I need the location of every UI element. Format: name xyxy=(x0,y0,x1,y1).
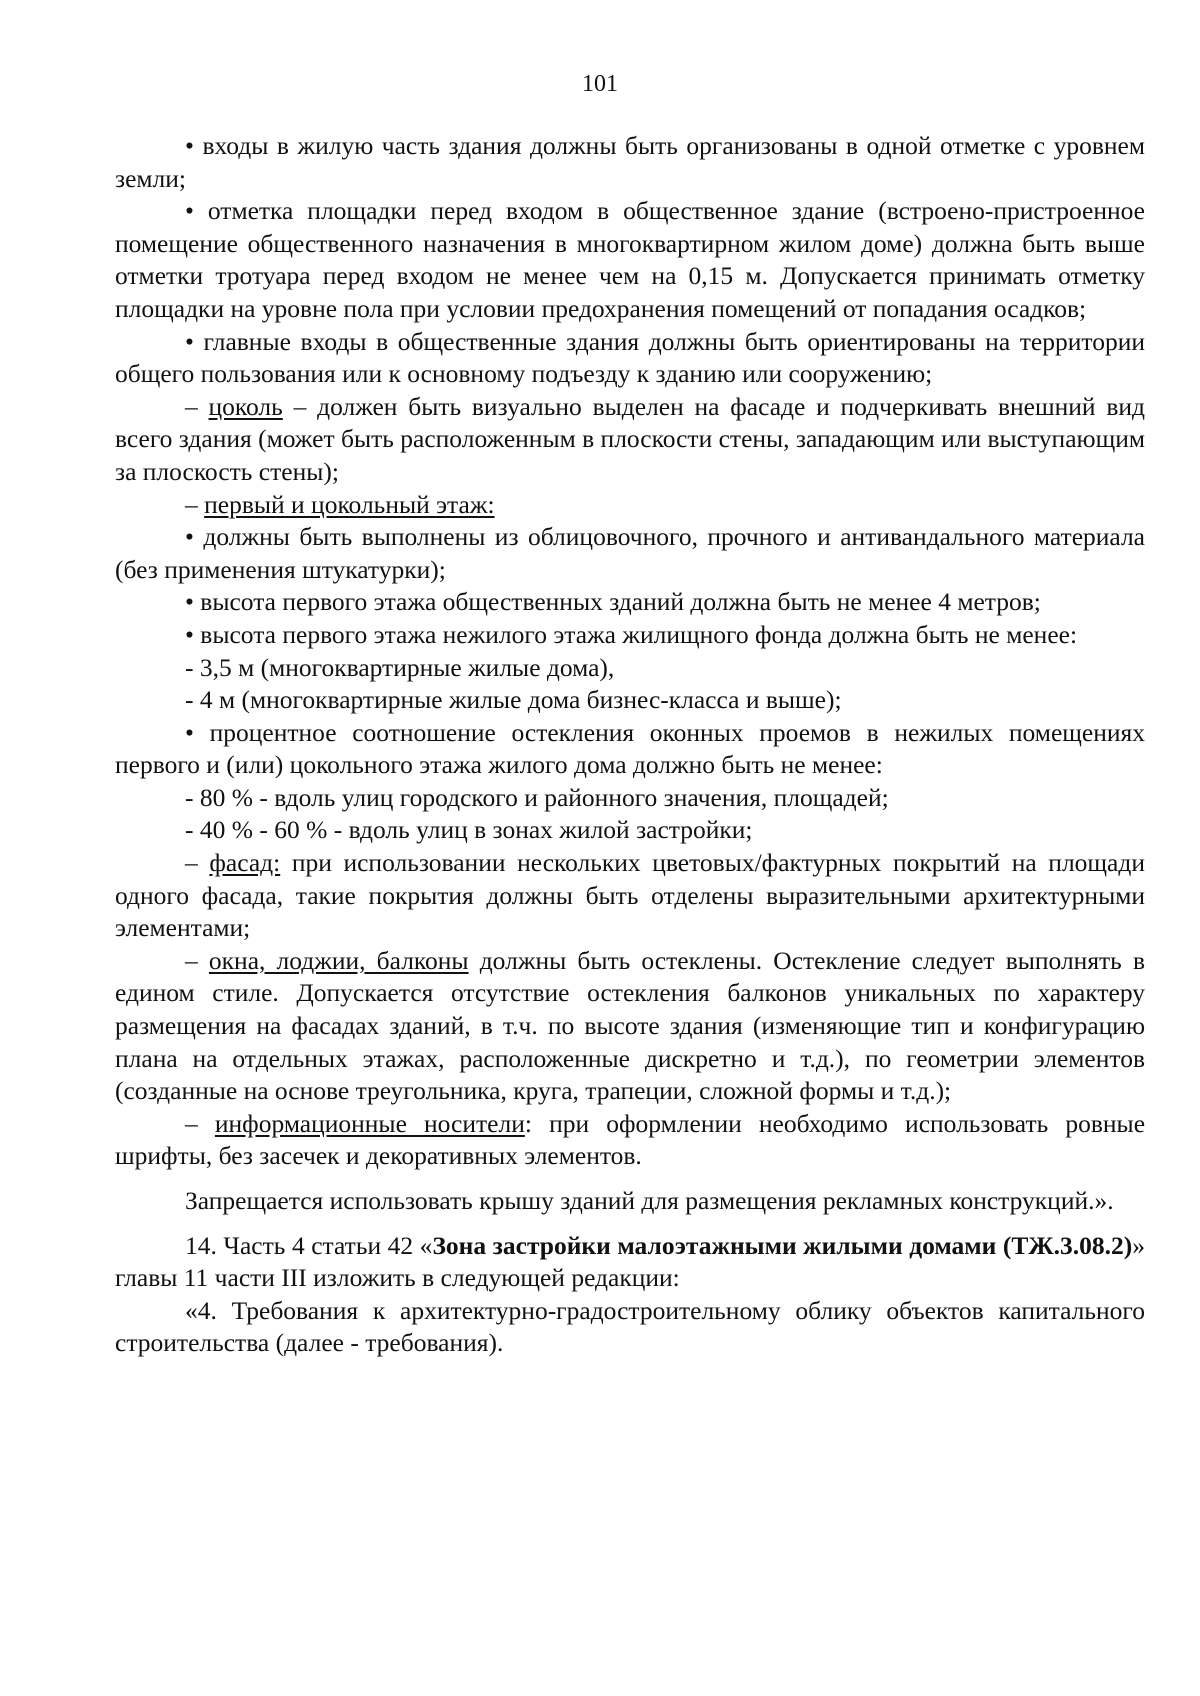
bullet-entrance-level: • входы в жилую часть здания должны быть организованы в одной отметке с уровнем земли; xyxy=(115,131,1145,193)
item-plinth-text: – должен быть визуально выделен на фасаде и подчеркивать внешний вид всего здания (может быть расположенным в плоскости стены, западающим или выступающим за плоскость стены); xyxy=(115,391,1145,486)
zone-title: Зона застройки малоэтажными жилыми домами (ТЖ.3.08.2) xyxy=(432,1230,1133,1260)
bullet-platform-height: • отметка площадки перед входом в общественное здание (встроено-пристроенное помещение общественного назначения в многоквартирном жилом доме) должна быть выше отметки тротуара перед входом не менее чем на 0,15 м. Допускается принимать отметку площадки на уровне пола при условии предохранения помещений от попадания осадков; xyxy=(115,196,1145,323)
dash-item-glazing-80: - 80 % - вдоль улиц городского и районного значения, площадей; xyxy=(185,782,889,812)
paragraph-roof-ads: Запрещается использовать крышу зданий для размещения рекламных конструкций.». xyxy=(185,1186,1114,1215)
dash-item-glazing-40-60: - 40 % - 60 % - вдоль улиц в зонах жилой застройки; xyxy=(185,815,753,845)
item-first-floor xyxy=(115,489,1145,522)
item-facade-text: при использовании нескольких цветовых/фактурных покрытий на площади одного фасада, такие покрытия должны быть отделены выразительными архитектурными элементами; xyxy=(115,848,1145,943)
bullet-main-entrances: • главные входы в общественные здания должны быть ориентированы на территории общего пользования или к основному подъезду к зданию или сооружению; xyxy=(115,326,1145,389)
item-dash: – xyxy=(185,489,205,519)
term-first-floor: первый и цокольный этаж: xyxy=(204,489,495,519)
term-info-carriers: информационные носители xyxy=(214,1108,525,1138)
paragraph-requirements-4: «4. Требования к архитектурно-градостроительному облику объектов капитального строительства (далее - требования). xyxy=(115,1295,1145,1358)
item-facade xyxy=(115,847,1145,945)
bullet-facing-material: • должны быть выполнены из облицовочного, прочного и антивандального материала (без применения штукатурки); xyxy=(115,522,1145,584)
dash-item-business-class: - 4 м (многоквартирные жилые дома бизнес-класса и выше); xyxy=(185,685,842,715)
paragraph-article-14 xyxy=(115,1230,1145,1295)
item-dash: – xyxy=(185,945,209,975)
item-dash: – xyxy=(185,391,209,421)
item-windows-balconies xyxy=(115,945,1145,1108)
dash-item-apartments: - 3,5 м (многоквартирные жилые дома), xyxy=(185,652,615,682)
bullet-nonresidential-floor-height: • высота первого этажа нежилого этажа жилищного фонда должна быть не менее: xyxy=(185,619,1078,649)
article-14-rest: » главы 11 части III изложить в следующей редакции: xyxy=(115,1230,1145,1293)
term-windows-balconies: окна, лоджии, балконы xyxy=(208,945,469,975)
term-facade: фасад: xyxy=(209,848,281,878)
item-plinth xyxy=(115,391,1145,489)
article-14-lead: 14. Часть 4 статьи 42 « xyxy=(185,1230,433,1260)
term-plinth: цоколь xyxy=(208,391,283,421)
item-dash: – xyxy=(185,848,210,878)
document-body xyxy=(115,130,1145,1360)
item-windows-text: должны быть остеклены. Остекление следует выполнять в едином стиле. Допускается отсутствие остекления балконов уникальных по характеру размещения на фасадах зданий, в т.ч. по высоте здания (изменяющие тип и конфигурацию плана на отдельных этажах, расположенные дискретно и т.д.), по геометрии элементов (созданные на основе треугольника, круга, трапеции, сложной формы и т.д.); xyxy=(115,945,1146,1106)
item-info-carriers xyxy=(115,1108,1145,1173)
page-number: 101 xyxy=(582,71,618,97)
item-dash: – xyxy=(185,1108,215,1138)
bullet-public-floor-height: • высота первого этажа общественных зданий должна быть не менее 4 метров; xyxy=(185,587,1041,617)
bullet-glazing-ratio: • процентное соотношение остекления оконных проемов в нежилых помещениях первого и (или) цокольного этажа жилого дома должно быть не менее: xyxy=(115,717,1145,780)
item-info-carriers-text: : при оформлении необходимо использовать ровные шрифты, без засечек и декоративных элементов. xyxy=(115,1108,1146,1171)
